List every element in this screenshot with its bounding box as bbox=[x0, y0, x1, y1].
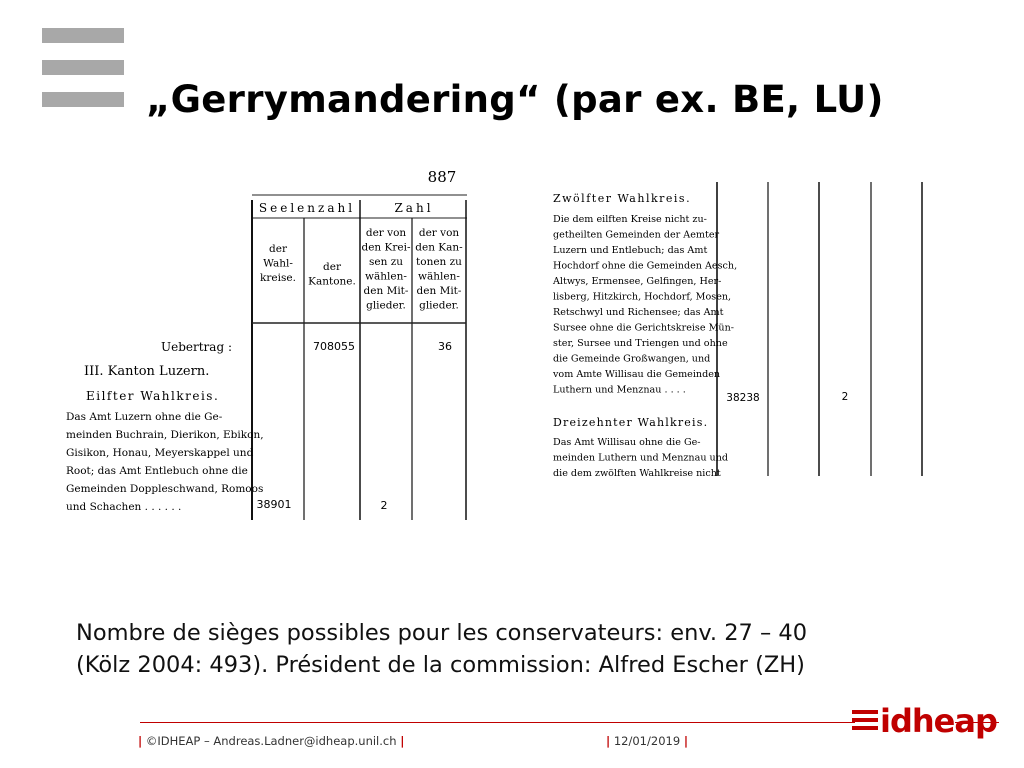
caption bbox=[76, 617, 807, 681]
uebertrag-value: 708055 bbox=[313, 340, 355, 353]
footer-divider bbox=[140, 722, 855, 723]
menu-logo-icon bbox=[42, 28, 124, 108]
uebertrag-members: 36 bbox=[438, 340, 452, 353]
footer-date: 12/01/2019 bbox=[613, 734, 681, 748]
kreis11-text-line: Das Amt Luzern ohne die Ge- bbox=[66, 411, 223, 423]
col-header-kantone: Kantone. bbox=[308, 275, 356, 288]
footer-right: | 12/01/2019 | bbox=[606, 734, 689, 748]
kreis13-text-line: Das Amt Willisau ohne die Ge- bbox=[553, 437, 701, 448]
kreis12-value: 38238 bbox=[726, 392, 760, 404]
col-header-kreise-members: den Krei- bbox=[361, 241, 411, 254]
kreis13-text-line: die dem zwölften Wahlkreise nicht bbox=[553, 468, 721, 478]
col-header-kreise-members: wählen- bbox=[365, 270, 407, 283]
kanton-heading: III. Kanton Luzern. bbox=[84, 364, 210, 379]
kreis12-text-line: Altwys, Ermensee, Gelfingen, Her- bbox=[553, 276, 722, 287]
kreis12-text-line: Die dem eilften Kreise nicht zu- bbox=[553, 214, 707, 225]
col-header-kantone-members: glieder. bbox=[419, 299, 459, 312]
col-header-kantone-members: den Mit- bbox=[416, 285, 462, 297]
scan-left bbox=[62, 160, 472, 522]
kreis11-title: Eilfter Wahlkreis. bbox=[86, 389, 220, 403]
col-header-wahlkreise: Wahl- bbox=[263, 257, 293, 270]
kreis11-text-line: und Schachen . . . . . . bbox=[66, 501, 182, 513]
kreis12-text-line: vom Amte Willisau die Gemeinden bbox=[553, 369, 721, 380]
col-header-kantone-members: tonen zu bbox=[416, 256, 462, 268]
kreis13-title: Dreizehnter Wahlkreis. bbox=[553, 416, 709, 429]
uebertrag-label: Uebertrag : bbox=[161, 340, 232, 354]
kreis11-text-line: Root; das Amt Entlebuch ohne die bbox=[66, 465, 248, 477]
scan-right bbox=[535, 180, 927, 478]
col-header-kantone-members: den Kan- bbox=[415, 241, 463, 254]
caption-line-2: (Kölz 2004: 493). Président de la commission: Alfred Escher (ZH) bbox=[76, 652, 805, 678]
page-number: 887 bbox=[427, 168, 457, 186]
slide-title: „Gerrymandering“ (par ex. BE, LU) bbox=[146, 78, 884, 121]
col-header-kreise-members: der von bbox=[365, 227, 407, 239]
logo-bar bbox=[42, 60, 124, 75]
kreis12-text-line: Luthern und Menznau . . . . bbox=[553, 384, 686, 396]
col-header-kantone-members: der von bbox=[418, 227, 460, 239]
kreis12-text-line: die Gemeinde Großwangen, und bbox=[553, 353, 711, 365]
kreis12-text-line: lisberg, Hitzkirch, Hochdorf, Mosen, bbox=[553, 291, 732, 303]
kreis11-text-line: Gisikon, Honau, Meyerskappel und bbox=[66, 447, 254, 459]
brand-text: idheap bbox=[880, 702, 997, 740]
kreis12-members: 2 bbox=[841, 391, 849, 403]
caption-line-1: Nombre de sièges possibles pour les conservateurs: env. 27 – 40 bbox=[76, 620, 808, 646]
kreis11-text-line: meinden Buchrain, Dierikon, Ebikon, bbox=[66, 429, 264, 441]
kreis12-text-line: Hochdorf ohne die Gemeinden Aesch, bbox=[553, 260, 738, 272]
col-header-kantone: der bbox=[323, 261, 341, 273]
kreis11-text-line: Gemeinden Doppleschwand, Romoos bbox=[66, 483, 264, 495]
footer-contact: ©IDHEAP – Andreas.Ladner@idheap.unil.ch bbox=[145, 734, 397, 748]
kreis11-members: 2 bbox=[380, 499, 388, 512]
header-seelenzahl: Seelenzahl bbox=[258, 201, 356, 215]
logo-bar bbox=[42, 92, 124, 107]
kreis13-text-line: meinden Luthern und Menznau und bbox=[553, 452, 729, 464]
idheap-logo bbox=[852, 700, 997, 744]
footer-left: | ©IDHEAP – Andreas.Ladner@idheap.unil.ch | bbox=[138, 734, 405, 748]
col-header-kantone-members: wählen- bbox=[418, 270, 460, 283]
col-header-wahlkreise: der bbox=[269, 243, 287, 255]
kreis12-text-line: Luzern und Entlebuch; das Amt bbox=[553, 245, 708, 256]
col-header-wahlkreise: kreise. bbox=[260, 272, 296, 284]
kreis12-title: Zwölfter Wahlkreis. bbox=[553, 192, 692, 205]
col-header-kreise-members: glieder. bbox=[366, 299, 406, 312]
kreis12-text-line: ster, Sursee und Triengen und ohne bbox=[553, 338, 728, 349]
kreis12-text-line: Sursee ohne die Gerichtskreise Mün- bbox=[553, 322, 735, 334]
kreis12-text-line: getheilten Gemeinden der Aemter bbox=[553, 229, 720, 241]
logo-bar bbox=[42, 28, 124, 43]
kreis11-value: 38901 bbox=[256, 498, 292, 511]
col-header-kreise-members: den Mit- bbox=[363, 285, 409, 297]
kreis12-text-line: Retschwyl und Richensee; das Amt bbox=[553, 307, 724, 318]
header-zahl: Zahl bbox=[394, 201, 434, 215]
col-header-kreise-members: sen zu bbox=[369, 256, 403, 268]
